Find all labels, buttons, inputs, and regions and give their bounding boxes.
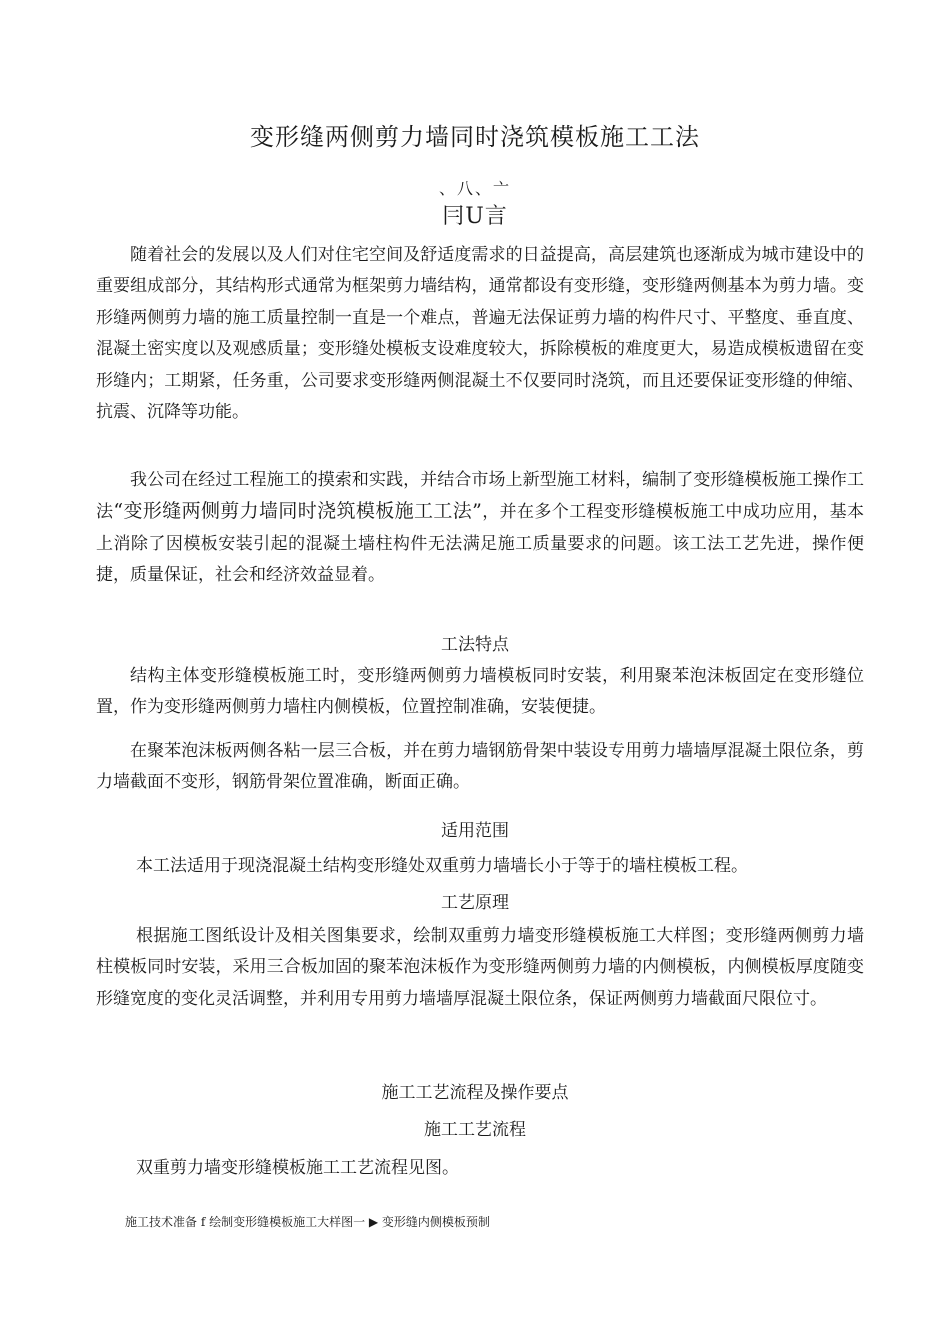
- intro-paragraph-2: [96, 465, 864, 592]
- intro-paragraph-2-before: 我公司在经过工程施工的摸索和实践，并结合市场上新型施工材料，编制了变形缝模板施工操作工法: [96, 470, 864, 523]
- intro-paragraph-2-after: ，并在多个工程变形缝模板施工中成功应用，基本上消除了因模板安装引起的混凝土墙柱构件无法满足施工质量要求的问题。该工法工艺先进，操作便捷，质量保证，社会和经济效益显着。: [96, 502, 864, 586]
- section-heading-features: 工法特点: [441, 635, 509, 655]
- features-paragraph-2: 在聚苯泡沫板两侧各粘一层三合板，并在剪力墙钢筋骨架中装设专用剪力墙墙厚混凝土限位条，剪力墙截面不变形，钢筋骨架位置准确，断面正确。: [96, 741, 864, 793]
- process-paragraph: 双重剪力墙变形缝模板施工工艺流程见图。: [136, 1158, 459, 1178]
- section-heading-scope: 适用范围: [441, 821, 509, 841]
- process-flow-line: 施工技术准备 f 绘制变形缝模板施工大样图一 ▶ 变形缝内侧模板预制: [125, 1215, 490, 1229]
- garbled-heading-top: 、八、亠: [438, 179, 511, 198]
- scope-paragraph: 本工法适用于现浇混凝土结构变形缝处双重剪力墙墙长小于等于的墙柱模板工程。: [136, 856, 748, 876]
- section-heading-process: 施工工艺流程及操作要点: [381, 1083, 569, 1103]
- principle-paragraph: 根据施工图纸设计及相关图集要求，绘制双重剪力墙变形缝模板施工大样图；变形缝两侧剪力墙柱模板同时安装，采用三合板加固的聚苯泡沫板作为变形缝两侧剪力墙的内侧模板，内侧模板厚度随变形缝宽度的变化灵活调整，并利用专用剪力墙墙厚混凝土限位条，保证两侧剪力墙截面尺限位寸。: [96, 926, 864, 1009]
- section-heading-principle: 工艺原理: [441, 893, 509, 913]
- method-name-quote: “变形缝两侧剪力墙同时浇筑模板施工工法”: [113, 500, 482, 523]
- subsection-heading-process-flow: 施工工艺流程: [424, 1120, 526, 1140]
- garbled-heading-main: 冃U言: [442, 204, 508, 229]
- document-title: 变形缝两侧剪力墙同时浇筑模板施工工法: [250, 123, 700, 151]
- intro-paragraph-1: 随着社会的发展以及人们对住宅空间及舒适度需求的日益提高，高层建筑也逐渐成为城市建设中的重要组成部分，其结构形式通常为框架剪力墙结构，通常都设有变形缝，变形缝两侧基本为剪力墙。变形缝两侧剪力墙的施工质量控制一直是一个难点，普遍无法保证剪力墙的构件尺寸、平整度、垂直度、混凝土密实度以及观感质量；变形缝处模板支设难度较大，拆除模板的难度更大，易造成模板遗留在变形缝内；工期紧，任务重，公司要求变形缝两侧混凝土不仅要同时浇筑，而且还要保证变形缝的伸缩、抗震、沉降等功能。: [96, 245, 864, 423]
- features-paragraph-1: 结构主体变形缝模板施工时，变形缝两侧剪力墙模板同时安装，利用聚苯泡沫板固定在变形缝位置，作为变形缝两侧剪力墙柱内侧模板，位置控制准确，安装便捷。: [96, 666, 864, 718]
